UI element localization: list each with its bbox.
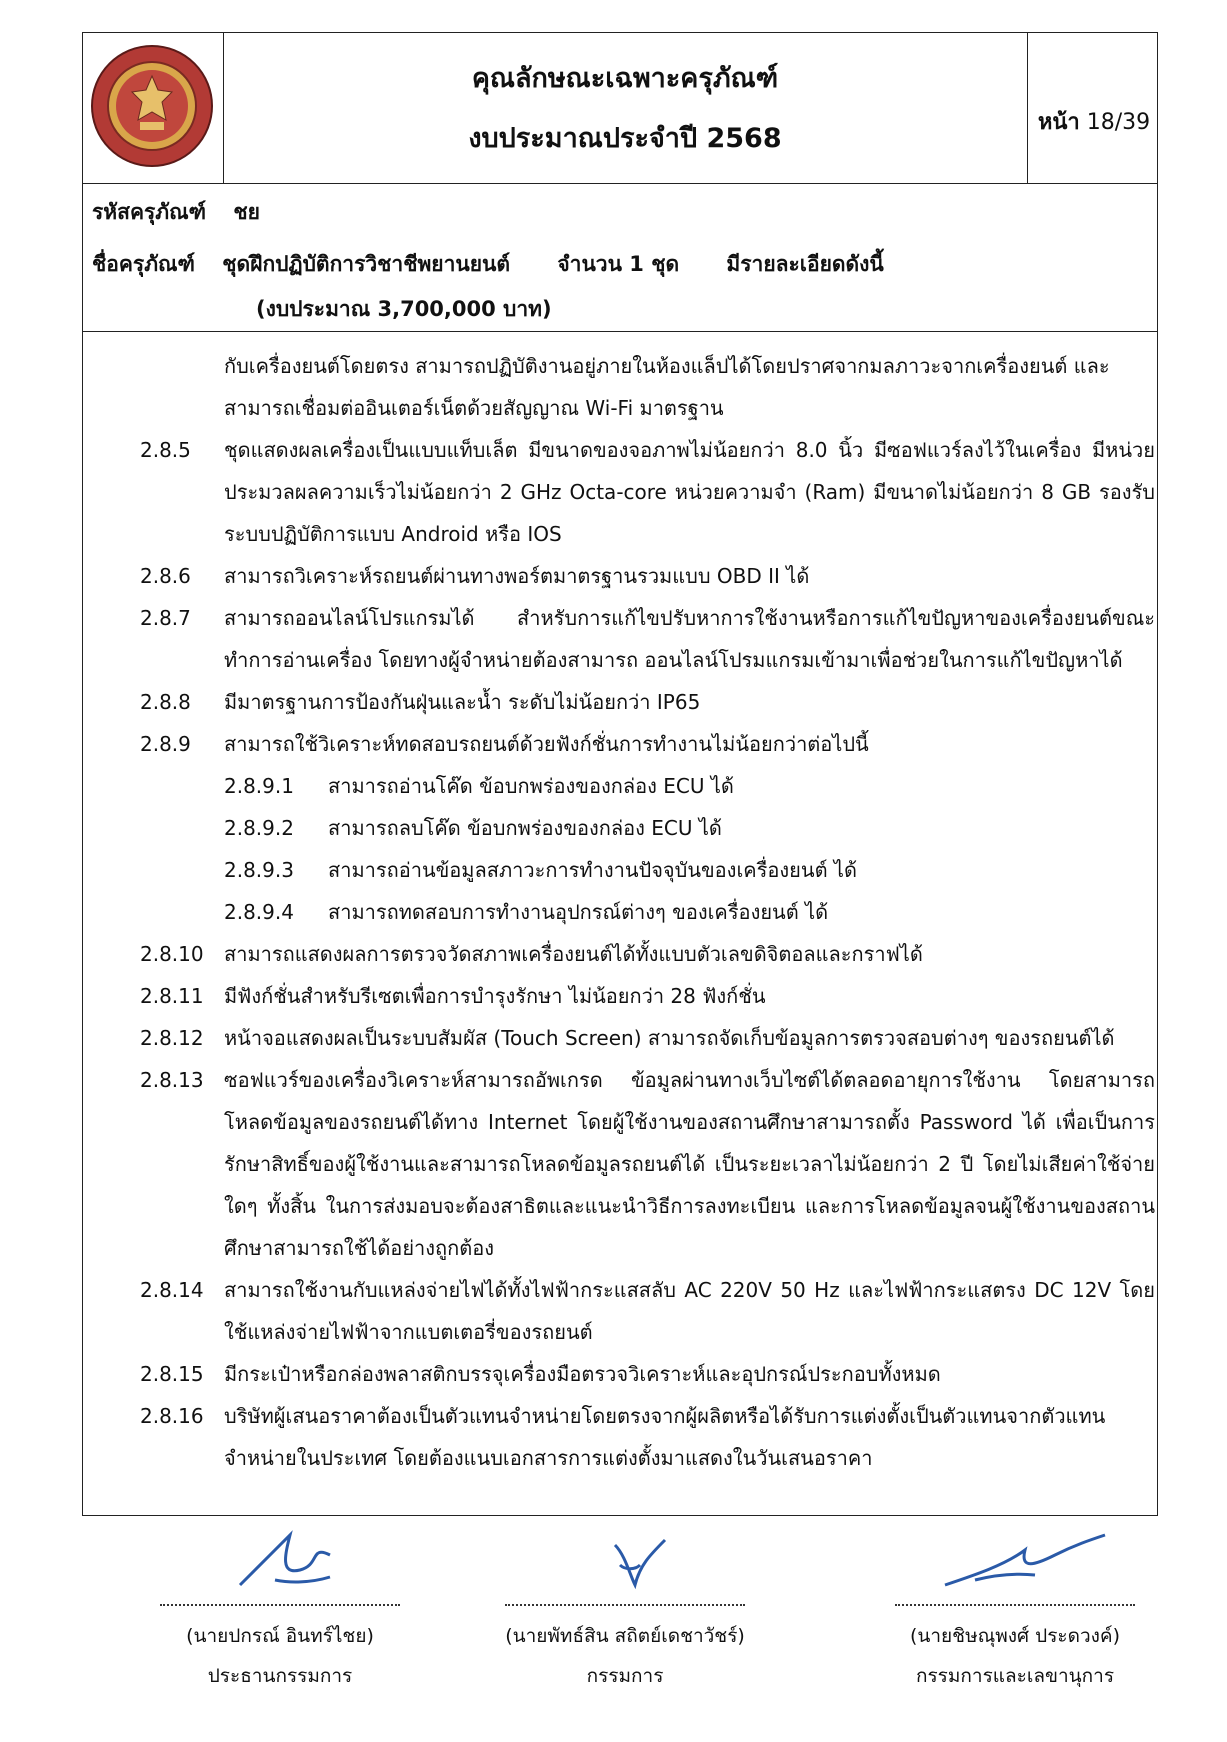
item-number: 2.8.7 (140, 606, 191, 630)
list-item (140, 555, 1155, 597)
item-number: 2.8.15 (140, 1362, 204, 1386)
item-number: 2.8.6 (140, 564, 191, 588)
continuation-text-1: กับเครื่องยนต์โดยตรง สามารถปฏิบัติงานอยู่ภายในห้องแล็ปได้โดยปราศจากมลภาวะจากเครื่องยนต์ และ (224, 354, 1110, 378)
list-item (140, 975, 1155, 1017)
list-item (140, 1059, 1155, 1269)
handwritten-signature-icon (525, 1525, 725, 1599)
item-number: 2.8.9.2 (224, 816, 294, 840)
sub-list-item (224, 849, 1155, 891)
item-text: หน้าจอแสดงผลเป็นระบบสัมผัส (Touch Screen) สามารถจัดเก็บข้อมูลการตรวจสอบต่างๆ ของรถยนต์ได้ (224, 1026, 1115, 1050)
item-text: ซอฟแวร์ของเครื่องวิเคราะห์สามารถอัพเกรด ข้อมูลผ่านทางเว็บไซต์ได้ตลอดอายุการใช้งาน โดยสามารถโหลดข้อมูลของรถยนต์ได้ทาง Internet โดยผู้ใช้งานของสถานศึกษาสามารถตั้ง Password ได้ เพื่อเป็นการรักษาสิทธิ์ของผู้ใช้งานและสามารถโหลดข้อมูลรถยนต์ได้ เป็นระยะเวลาไม่น้อยกว่า 2 ปี โดยไม่เสียค่าใช้จ่ายใดๆ ทั้งสิ้น ในการส่งมอบจะต้องสาธิตและแนะนำวิธีการลงทะเบียน และการโหลดข้อมูลจนผู้ใช้งานของสถานศึกษาสามารถใช้ได้อย่างถูกต้อง (224, 1068, 1155, 1260)
header-bottom-rule (83, 183, 1157, 184)
item-text: สามารถวิเคราะห์รถยนต์ผ่านทางพอร์ตมาตรฐานรวมแบบ OBD II ได้ (224, 564, 810, 588)
item-text: สามารถใช้งานกับแหล่งจ่ายไฟได้ทั้งไฟฟ้ากระแสสลับ AC 220V 50 Hz และไฟฟ้ากระแสตรง DC 12V โดยใช้แหล่งจ่ายไฟฟ้าจากแบตเตอรี่ของรถยนต์ (224, 1278, 1155, 1344)
item-text: สามารถอ่านข้อมูลสภาวะการทำงานปัจจุบันของเครื่องยนต์ ได้ (328, 858, 857, 882)
list-item (140, 1395, 1155, 1479)
list-item (140, 681, 1155, 723)
item-number: 2.8.8 (140, 690, 191, 714)
name-value: ชุดฝึกปฏิบัติการวิชาชีพยานยนต์ (222, 252, 511, 276)
item-text: ชุดแสดงผลเครื่องเป็นแบบแท็บเล็ต มีขนาดของจอภาพไม่น้อยกว่า 8.0 นิ้ว มีซอฟแวร์ลงไว้ในเครื่อง มีหน่วยประมวลผลความเร็วไม่น้อยกว่า 2 GHz Octa-core หน่วยความจำ (Ram) มีขนาดไม่น้อยกว่า 8 GB รองรับระบบปฏิบัติการแบบ Android หรือ IOS (224, 438, 1155, 546)
signer-role: กรรมการ (586, 1665, 664, 1687)
list-item (140, 1353, 1155, 1395)
item-text: มีมาตรฐานการป้องกันฝุ่นและน้ำ ระดับไม่น้อยกว่า IP65 (224, 690, 701, 714)
list-item (140, 1269, 1155, 1353)
code-value: ชย (233, 200, 260, 224)
signature-block-chairman (100, 1525, 460, 1696)
budget-amount: (งบประมาณ 3,700,000 บาท) (256, 297, 552, 321)
header-divider-right (1027, 33, 1028, 183)
budget-year-title: งบประมาณประจำปี 2568 (468, 123, 782, 154)
item-number: 2.8.16 (140, 1404, 204, 1428)
signature-line (160, 1604, 400, 1606)
signature-line (895, 1604, 1135, 1606)
equipment-name-row (92, 248, 884, 281)
item-text: สามารถลบโค๊ด ข้อบกพร่องของกล่อง ECU ได้ (328, 816, 722, 840)
specification-list (140, 345, 1155, 1479)
item-text: มีกระเป๋าหรือกล่องพลาสติกบรรจุเครื่องมือตรวจวิเคราะห์และอุปกรณ์ประกอบทั้งหมด (224, 1362, 941, 1386)
item-text: บริษัทผู้เสนอราคาต้องเป็นตัวแทนจำหน่ายโดยตรงจากผู้ผลิตหรือได้รับการแต่งตั้งเป็นตัวแทนจากตัวแทนจำหน่ายในประเทศ โดยต้องแนบเอกสารการแต่งตั้งมาแสดงในวันเสนอราคา (224, 1404, 1106, 1470)
list-item (140, 723, 1155, 765)
item-number: 2.8.9.3 (224, 858, 294, 882)
item-number: 2.8.5 (140, 438, 191, 462)
list-item (140, 429, 1155, 555)
item-number: 2.8.9.4 (224, 900, 294, 924)
signer-role: ประธานกรรมการ (207, 1665, 353, 1687)
equipment-code-row (92, 196, 260, 229)
sub-list-item (224, 765, 1155, 807)
continuation-text-2: สามารถเชื่อมต่ออินเตอร์เน็ตด้วยสัญญาณ Wi-Fi มาตรฐาน (224, 396, 724, 420)
signer-role: กรรมการและเลขานุการ (915, 1665, 1115, 1687)
signature-line (505, 1604, 745, 1606)
sub-list-item (224, 891, 1155, 933)
list-item (140, 933, 1155, 975)
item-number: 2.8.13 (140, 1068, 204, 1092)
signer-name: (นายชิษณุพงศ์ ประดวงค์) (909, 1625, 1121, 1647)
name-label: ชื่อครุภัณฑ์ (92, 252, 195, 276)
item-text: สามารถใช้วิเคราะห์ทดสอบรถยนต์ด้วยฟังก์ชั่นการทำงานไม่น้อยกว่าต่อไปนี้ (224, 732, 869, 756)
document-title: คุณลักษณะเฉพาะครุภัณฑ์ (471, 63, 779, 94)
list-item (140, 1017, 1155, 1059)
sub-list-item (224, 807, 1155, 849)
vocational-education-commission-seal-icon (88, 42, 216, 170)
page-label: หน้า (1037, 110, 1080, 135)
list-item (140, 597, 1155, 681)
handwritten-signature-icon (905, 1525, 1125, 1599)
item-number: 2.8.12 (140, 1026, 204, 1050)
handwritten-signature-icon (180, 1525, 380, 1599)
code-label: รหัสครุภัณฑ์ (92, 200, 207, 224)
item-number: 2.8.9 (140, 732, 191, 756)
quantity: จำนวน 1 ชุด (557, 252, 680, 276)
item-text: สามารถอ่านโค๊ด ข้อบกพร่องของกล่อง ECU ได้ (328, 774, 734, 798)
item-number: 2.8.9.1 (224, 774, 294, 798)
item-number: 2.8.14 (140, 1278, 204, 1302)
page-value: 18/39 (1086, 110, 1151, 135)
list-item (224, 345, 1155, 429)
item-text: สามารถทดสอบการทำงานอุปกรณ์ต่างๆ ของเครื่องยนต์ ได้ (328, 900, 829, 924)
item-text: มีฟังก์ชั่นสำหรับรีเซตเพื่อการบำรุงรักษา ไม่น้อยกว่า 28 ฟังก์ชั่น (224, 984, 766, 1008)
item-text: สามารถออนไลน์โปรแกรมได้ สำหรับการแก้ไขปรับหาการใช้งานหรือการแก้ไขปัญหาของเครื่องยนต์ขณะทำการอ่านเครื่อง โดยทางผู้จำหน่ายต้องสามารถ ออนไลน์โปรมแกรมเข้ามาเพื่อช่วยในการแก้ไขปัญหาได้ (224, 606, 1155, 672)
signer-name: (นายปกรณ์ อินทร์ไชย) (186, 1625, 374, 1647)
signature-block-secretary (835, 1525, 1195, 1696)
detail-note: มีรายละเอียดดังนี้ (726, 252, 884, 276)
item-text: สามารถแสดงผลการตรวจวัดสภาพเครื่องยนต์ได้ทั้งแบบตัวเลขดิจิตอลและกราฟได้ (224, 942, 923, 966)
item-number: 2.8.11 (140, 984, 204, 1008)
signature-block-member (445, 1525, 805, 1696)
page-number (1030, 104, 1158, 139)
signer-name: (นายพัทธ์สิน สถิตย์เดชาวัชร์) (505, 1625, 745, 1647)
item-number: 2.8.10 (140, 942, 204, 966)
info-bottom-rule (83, 331, 1157, 332)
